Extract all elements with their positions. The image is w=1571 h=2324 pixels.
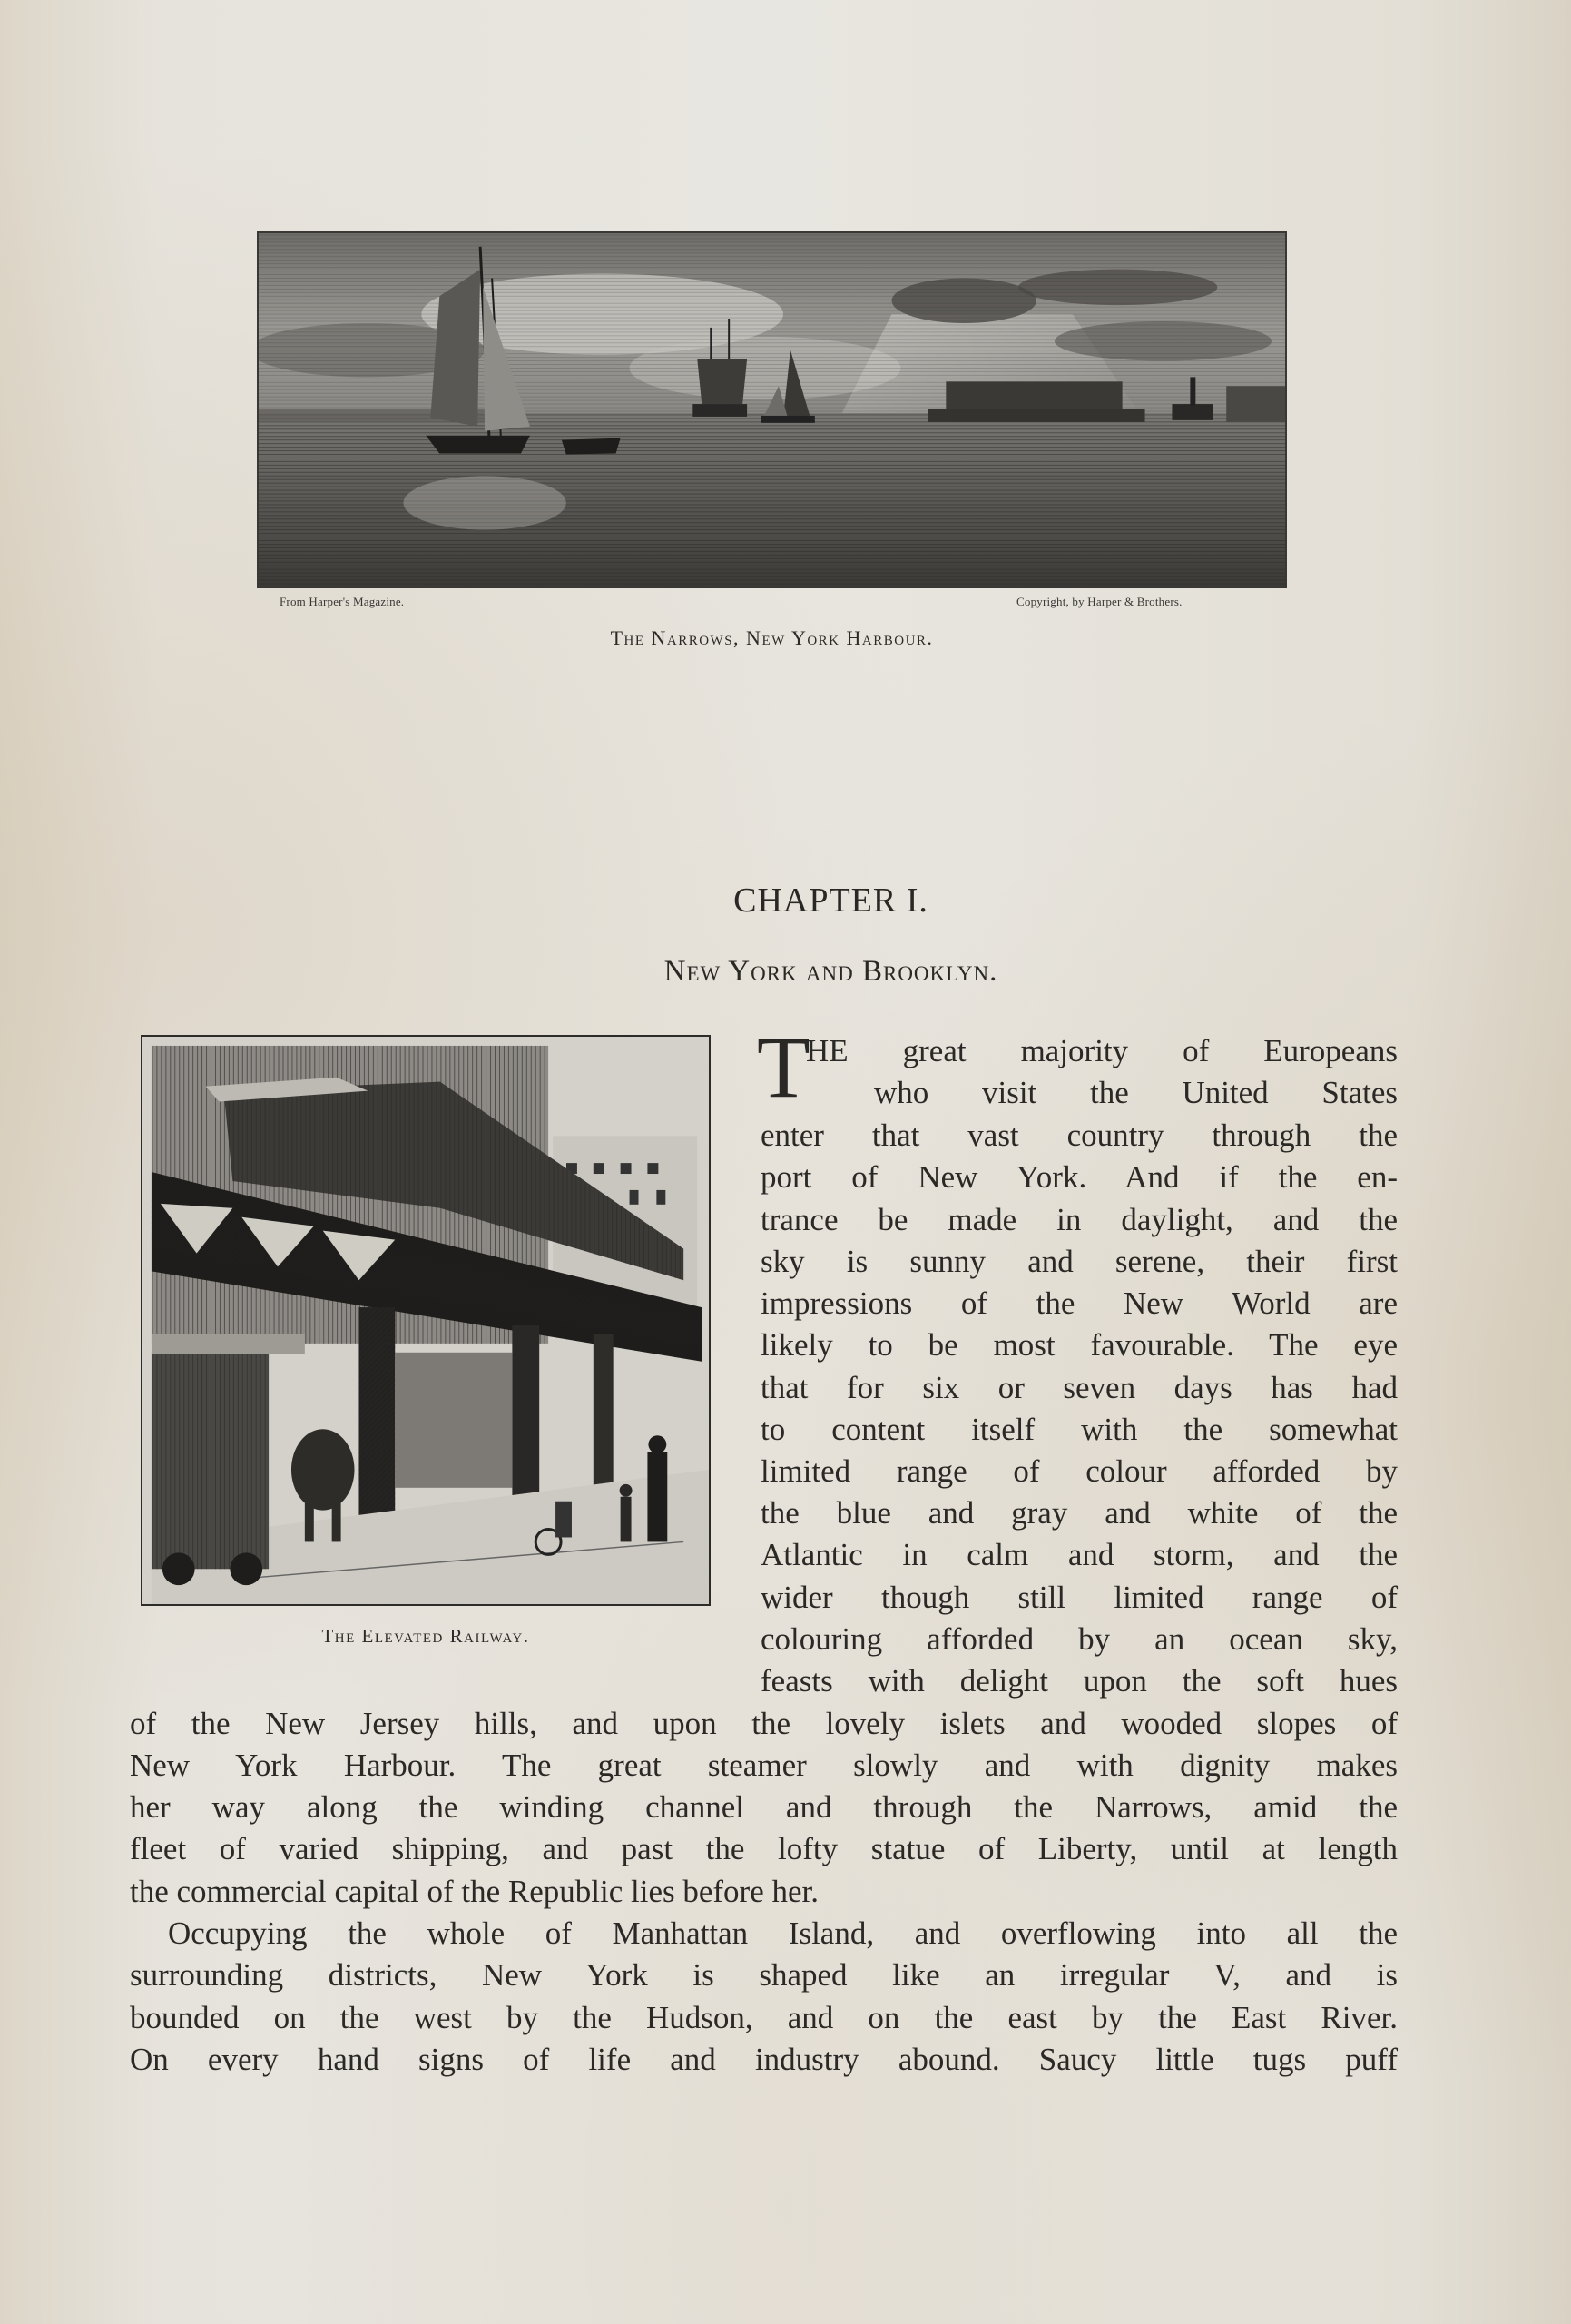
text-line: Atlantic in calm and storm, and the	[761, 1537, 1398, 1572]
narrows-engraving-art	[259, 233, 1285, 586]
text-line: Occupying the whole of Manhattan Island, and overflowing into all the	[168, 1915, 1398, 1951]
text-line: who visit the United States	[874, 1075, 1398, 1110]
text-line: trance be made in daylight, and the	[761, 1202, 1398, 1237]
elevated-railway-engraving	[141, 1035, 711, 1606]
elevated-railway-caption: The Elevated Railway.	[321, 1625, 530, 1647]
text-line: feasts with delight upon the soft hues	[761, 1663, 1398, 1699]
text-line: of the New Jersey hills, and upon the lovely islets and wooded slopes of	[130, 1706, 1398, 1741]
text-line: bounded on the west by the Hudson, and on the east by the East River.	[130, 2000, 1398, 2035]
text-line: that for six or seven days has had	[761, 1370, 1398, 1405]
text-line: enter that vast country through the	[761, 1118, 1398, 1153]
text-line: port of New York. And if the en-	[761, 1159, 1398, 1195]
text-line: New York Harbour. The great steamer slowly and with dignity makes	[130, 1748, 1398, 1783]
text-line: the blue and gray and white of the	[761, 1495, 1398, 1531]
text-line: limited range of colour afforded by	[761, 1453, 1398, 1489]
chapter-heading: CHAPTER I.	[733, 881, 928, 920]
text-line: to content itself with the somewhat	[761, 1412, 1398, 1447]
text-line: wider though still limited range of	[761, 1580, 1398, 1615]
drop-cap: T	[757, 1019, 810, 1116]
text-line: her way along the winding channel and through the Narrows, amid the	[130, 1789, 1398, 1825]
image-credit-copyright: Copyright, by Harper & Brothers.	[1016, 595, 1183, 608]
narrows-engraving	[257, 231, 1287, 588]
text-line: HE great majority of Europeans	[806, 1033, 1398, 1068]
text-line: likely to be most favourable. The eye	[761, 1327, 1398, 1363]
chapter-subtitle: New York and Brooklyn.	[663, 955, 998, 988]
text-line: impressions of the New World are	[761, 1285, 1398, 1321]
elevated-railway-art	[142, 1037, 709, 1604]
text-line: the commercial capital of the Republic lies before her.	[130, 1874, 819, 1909]
narrows-caption: The Narrows, New York Harbour.	[610, 626, 934, 649]
text-line: colouring afforded by an ocean sky,	[761, 1621, 1398, 1657]
text-line: sky is sunny and serene, their first	[761, 1244, 1398, 1279]
text-line: fleet of varied shipping, and past the lofty statue of Liberty, until at length	[130, 1831, 1398, 1866]
text-line: surrounding districts, New York is shaped like an irregular V, and is	[130, 1957, 1398, 1993]
image-credit-source: From Harper's Magazine.	[280, 595, 405, 608]
text-line: On every hand signs of life and industry abound. Saucy little tugs puff	[130, 2042, 1398, 2077]
